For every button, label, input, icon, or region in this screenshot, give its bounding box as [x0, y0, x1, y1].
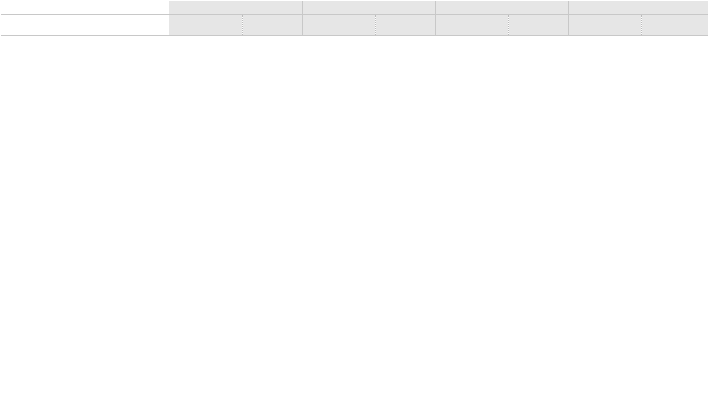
- column-header-row: [1, 15, 708, 36]
- year-header: [302, 1, 435, 15]
- land-ownership-table: [1, 1, 708, 36]
- year-header: [435, 1, 568, 15]
- corner-cell: [1, 1, 169, 15]
- count-column-header: [435, 15, 508, 36]
- rate-column-header: [508, 15, 568, 36]
- corner-cell: [1, 15, 169, 36]
- count-column-header: [568, 15, 641, 36]
- year-header: [169, 1, 302, 15]
- rate-column-header: [641, 15, 708, 36]
- count-column-header: [169, 15, 242, 36]
- rate-column-header: [242, 15, 302, 36]
- count-column-header: [302, 15, 375, 36]
- rate-column-header: [375, 15, 435, 36]
- year-header: [568, 1, 708, 15]
- year-header-row: [1, 1, 708, 15]
